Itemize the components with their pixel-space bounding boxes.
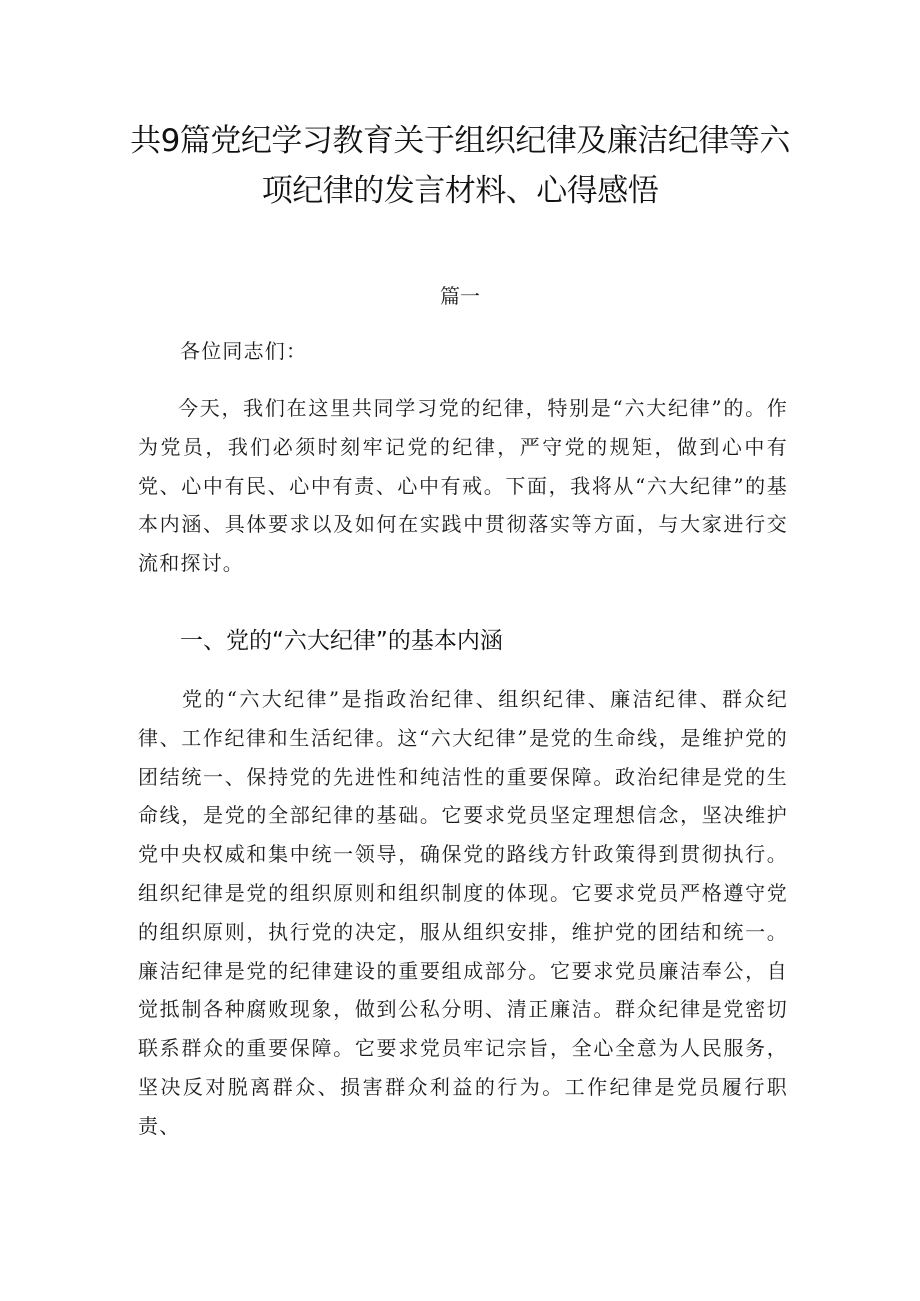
paragraph-basic-content: 党的“六大纪律”是指政治纪律、组织纪律、廉洁纪律、群众纪律、工作纪律和生活纪律。这“六大纪律”是党的生命线，是维护党的团结统一、保持党的先进性和纯洁性的重要保障。政治纪律是党的生命线，是党的全部纪律的基础。它要求党员坚定理想信念，坚决维护党中央权威和集中统一领导，确保党的路线方针政策得到贯彻执行。组织纪律是党的组织原则和组织制度的体现。它要求党员严格遵守党的组织原则，执行党的决定，服从组织安排，维护党的团结和统一。廉洁纪律是党的纪律建设的重要组成部分。它要求党员廉洁奉公，自觉抵制各种腐败现象，做到公私分明、清正廉洁。群众纪律是党密切联系群众的重要保障。它要求党员牢记宗旨，全心全意为人民服务，坚决反对脱离群众、损害群众利益的行为。工作纪律是党员履行职责、 (138, 687, 788, 1138)
document-title: 共9篇党纪学习教育关于组织纪律及廉洁纪律等六项纪律的发言材料、心得感悟 (130, 123, 790, 209)
paragraph-intro: 今天，我们在这里共同学习党的纪律，特别是“六大纪律”的。作为党员，我们必须时刻牢记党的纪律，严守党的规矩，做到心中有党、心中有民、心中有责、心中有戒。下面，我将从“六大纪律”的基本内涵、具体要求以及如何在实践中贯彻落实等方面，与大家进行交流和探讨。 (138, 396, 788, 576)
section-label: 篇一 (440, 284, 480, 308)
section-heading: 一、党的“六大纪律”的基本内涵 (180, 628, 503, 654)
greeting: 各位同志们： (180, 339, 308, 363)
